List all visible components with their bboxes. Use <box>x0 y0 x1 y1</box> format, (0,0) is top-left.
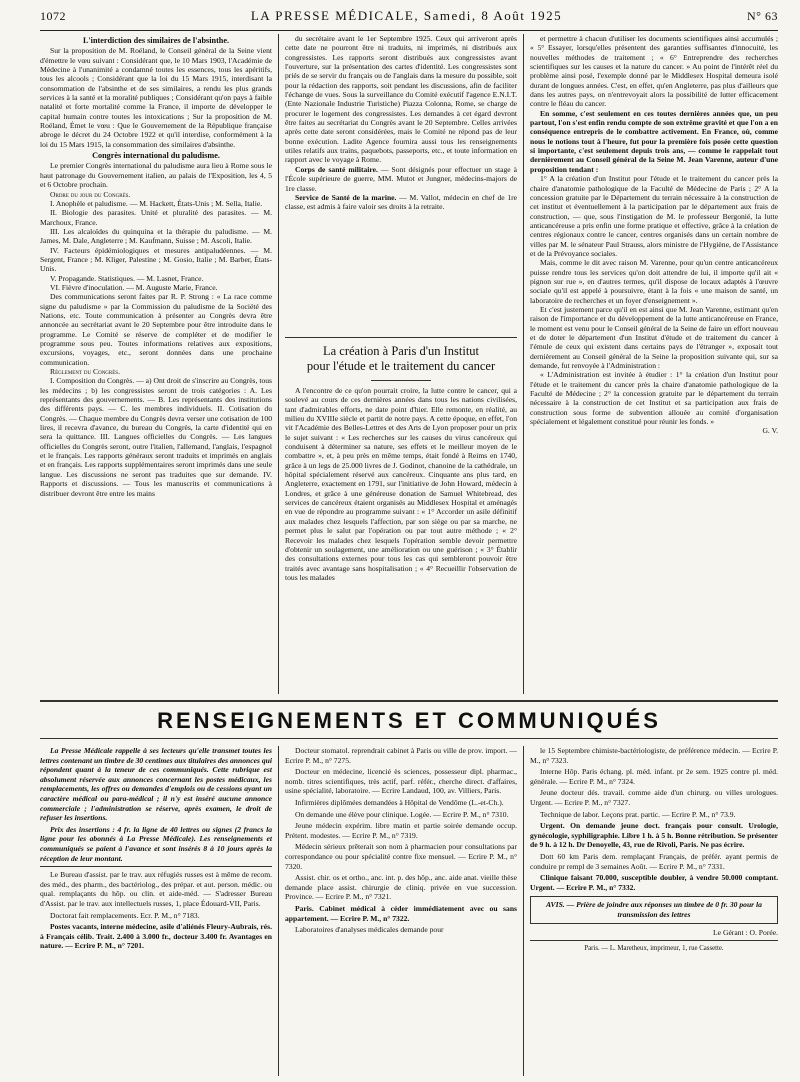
ad-item: Dott 60 km Paris dem. remplaçant Français, de préfér. ayant permis de conduire pr rempl de 3 semaines Août. — Ecrire P. M., n° 7331. <box>530 851 778 871</box>
ordre-item: III. Les alcaloïdes du quinquina et la thérapie du paludisme. — M. James, M. Dale, Angleterre ; M. Kaufmann, Suisse ; M. Ascoli, Italie. <box>40 226 272 246</box>
footer-rule <box>530 940 778 941</box>
ads-column-2 <box>285 746 517 1076</box>
ordre-item: II. Biologie des parasites. Unité et pluralité des parasites. — M. Marchoux, France. <box>40 208 272 227</box>
page-number: 1072 <box>40 9 66 23</box>
section-rule <box>40 738 778 739</box>
title-rule <box>371 380 431 381</box>
ad-bureau: Le Bureau d'assist. par le trav. aux réfugiés russes est à même de recom. des méd., des pharm., des bactériolog., des prépar. et aut. person. médic. ou qual. remplaçants du hôp. ou clin. et aide-méd. — S'adresser Bureau d'Assist. par le trav. aux intellectuels russes, 1, place Édouard-VII, Paris. <box>40 870 272 908</box>
page-header <box>40 8 778 31</box>
ad-postes: Postes vacants, interne médecine, asile d'aliénés Fleury-Aubrais, rés. à Français célib. Trait. 2.400 à 3.000 fr., docteur 3.400 fr. Avantages en nature. — Ecrire P. M., n° 7201. <box>40 922 272 951</box>
ad-item: Clinique faisant 70.000, susceptible doubler, à vendre 50.000 comptant. Urgent. — Ecrire P. M., n° 7332. <box>530 873 778 892</box>
gerant-line: Le Gérant : O. Porée. <box>713 927 778 937</box>
ad-item: Assist. chir. os et ortho., anc. int. p. des hôp., anc. aide anat. vieille thèse demande place assist. chirurgie de cliniq. privée en vue succession. Province. — Ecrire P. M., n° 7321. <box>285 873 517 902</box>
article-title <box>285 344 517 374</box>
corps-sante-heading: Corps de santé militaire. <box>295 164 378 174</box>
ad-item: Jeune médecin expérim. libre matin et partie soirée demande occup. Prétent. modestes. — Ecrire P. M., n° 7319. <box>285 821 517 840</box>
article-continued-6: « L'Administration est invitée à étudier : 1° la création d'un Institut pour l'étude et le traitement du cancer près la chaire d'anatomie pathologique de la Faculté de Médecine ; 2° la concession gratuite par le département du terrain nécessaire à la construction de cet Institut et sa participation aux frais de construction sous forme de subvention allouée au comité d'organisation spécialement et légalement constitué pour réunir les fonds. » <box>530 370 778 427</box>
ads-notice: La Presse Médicale rappelle à ses lecteurs qu'elle transmet toutes les lettres contenant un timbre de 30 centimes aux titulaires des annonces qui répondent quant à la teneur de ces communiqués. Cette rubrique est absolument réservée aux annonces concernant les postes médicaux, les remplacements, les offres ou demandes d'emplois ou de cessions ayant un caractère médical ou para-médical ; il n'y est inséré aucune annonce commerciale ; l'administration se réserve, après examen, le droit de refuser les insertions. <box>40 746 272 823</box>
ordre-item: VI. Fièvre d'inoculation. — M. Auguste Marie, France. <box>50 282 218 292</box>
issue-number: N° 63 <box>747 9 778 23</box>
ad-doctorat: Doctorat fait remplacements. Ecr. P. M., n° 7183. <box>50 910 200 920</box>
column-divider <box>278 34 279 694</box>
article-continued-1: et permettre à chacun d'utiliser les documents scientifiques ainsi accumulés ; « 5° Essayer, lorsqu'elles présentent des garanties suffisantes d'innocuité, les nouvelles méthodes de traitement ; « 6° Entreprendre des recherches scientifiques sur les causes et la nature du cancer. » Au point de l'intérêt réel du problème ainsi posé, l'exemple donné par le Middlesex Hospital demeura isolé durant de longues années. C'est, en effet, qu'en Angleterre, pas plus d'ailleurs que dans les autres pays, on n'entrevoyait alors la possibilité de lutter efficacement contre le fléau du cancer. <box>530 34 778 109</box>
column-divider <box>523 34 524 694</box>
avis-box <box>530 896 778 923</box>
article-rule <box>285 337 517 338</box>
marine-heading: Service de Santé de la marine. <box>295 192 397 202</box>
journal-title: LA PRESSE MÉDICALE, Samedi, 8 Août 1925 <box>250 8 563 23</box>
article-continued-4: Mais, comme le dit avec raison M. Varenne, pour qu'un centre anticancéreux puisse rendre tous les services qu'on doit attendre de lui, il importe qu'il ait « pignon sur rue », en d'autres termes, qu'il dispose de locaux adaptés à l'œuvre sociale qu'il est appelé à poursuivre, étant à la fois « une maison de santé, un laboratoire de recherches et un foyer d'enseignement ». <box>530 258 778 305</box>
ordre-heading: Ordre du jour du Congrès. <box>50 189 131 199</box>
ordre-item: I. Anophèle et paludisme. — M. Hackett, États-Unis ; M. Sella, Italie. <box>50 198 263 208</box>
ad-item: On demande une élève pour clinique. Logée. — Ecrire P. M., n° 7310. <box>295 809 509 819</box>
ad-item: le 15 Septembre chimiste-bactériologiste, de préférence médecin. — Ecrire P. M., n° 7323. <box>530 746 778 765</box>
article-title-line-2: pour l'étude et le traitement du cancer <box>306 359 496 373</box>
column-2 <box>285 34 517 334</box>
section-title: RENSEIGNEMENTS ET COMMUNIQUÉS <box>157 708 661 733</box>
ad-item: Paris. Cabinet médical à céder immédiatement avec ou sans appartement. — Ecrire P. M., n° 7322. <box>285 903 517 923</box>
ad-item: Docteur stomatol. reprendrait cabinet à Paris ou ville de prov. import. — Ecrire P. M., n° 7275. <box>285 746 517 765</box>
ad-item: Laboratoires d'analyses médicales demande pour <box>295 925 444 935</box>
article-continued-2: En somme, c'est seulement en ces toutes dernières années que, un peu partout, l'on s'est enfin rendu compte de son extrême gravité et que l'on a en conséquence entrepris de le combattre activement. En France, où, comme nous le notions tout à l'heure, fut pour la première fois posée cette question si importante, c'est seulement depuis trois ans, — comme le rappelait tout dernièrement au Conseil général de la Seine M. Jean Varenne, auteur d'une proposition tendant : <box>530 108 778 174</box>
section-rule <box>40 700 778 702</box>
column-1 <box>40 34 272 694</box>
reglement-text: I. Composition du Congrès. — a) Ont droit de s'inscrire au Congrès, tous les médecins ; b) les congressistes seront de trois catégories : A. Les représentants des gouvernements. — B. Les représentants des institutions des différents pays. — C. les membres individuels. II. Cotisation du Congrès. — Chaque membre du Congrès devra verser une cotisation de 100 lires, il recevra d'avance, du bureau du Congrès, la carte d'identité qui en sera la quittance. III. Langues officielles du Congrès. — Les langues officielles du Congrès seront, outre l'italien, l'allemand, l'anglais, l'espagnol et le français. Les rapports généraux seront traduits et imprimés en anglais et en français. Les rapports supplémentaires seront imprimés dans une seule langue. Les discussions ne seront pas traduites que sur demande. IV. Rapports et discussions. — Tous les manuscrits et communications à distribuer devront être entre les mains <box>40 376 272 498</box>
ads-prices: Prix des insertions : 4 fr. la ligne de 40 lettres ou signes (2 francs la ligne pour les abonnés à La Presse Médicale). Les renseignements et communiqués se paient à l'avance et sont insérés 8 à 10 jours après la réception de leur montant. <box>40 824 272 863</box>
reglement-heading: Règlement du Congrès. <box>50 367 120 377</box>
corps-sante-text: Sont désignés pour effectuer un stage à l'École supérieure de guerre, MM. Mutot et Jungner, médecins-majors de 1re classe. <box>285 164 517 193</box>
column-divider <box>278 746 279 1076</box>
communications-text: Des communications seront faites par R. P. Strong : « La race comme signe du paludisme » par la Commission du paludisme de la Société des Nations, etc. Toute communication à présenter au Congrès devra être annoncée au secrétariat avant le 20 Septembre pour être introduite dans le programme. Le Comité se réserve de compléter et de modifier le programme sous peu. Toutes informations relatives aux expositions, excursions, voyages, etc., seront données dans une prochaine communication. <box>40 292 272 367</box>
ordre-item: IV. Facteurs épidémiologiques et mesures antipaludéennes. — M. Sergent, France ; M. Kliger, Palestine ; M. Gosio, Italie ; M. Barber, États-Unis. <box>40 245 272 274</box>
congress-continued-text: du secrétaire avant le 1er Septembre 1925. Ceux qui arriveront après cette date ne pourront être ni traduits, ni imprimés, ni distribués aux congressistes. Les rapports seront distribués aux congressistes avant l'ouverture, sur la présentation des cartes d'identité. Les congressistes sont priés de se servir du français ou de l'anglais dans la mesure du possible, soit pour la rédaction des rapports, soit pendant les discussions, afin de faciliter l'échange de vues. Sous la surveillance du Comité exécutif l'agence E.N.I.T. (Ente Nazionale Industrie Turistiche) Piazza Colonna, Rome, se charge de procurer le logement des congressistes. Les demandes à cet égard devront être faites au secrétariat du Congrès avant le 20 Septembre. Celles arrivées après cette date seront considérées, mais le Comité ne répond pas de leur bonne exécution. Ladite Agence fournira aussi tous les renseignements utiles relatifs aux trains, paquebots, passeports, etc., et toute information en rapport avec le voyage à Rome. <box>285 34 517 165</box>
ad-item: Infirmières diplômées demandées à Hôpital de Vendôme (L.-et-Ch.). <box>295 797 504 807</box>
paludisme-heading: Congrès international du paludisme. <box>92 151 220 161</box>
ordre-item: V. Propagande. Statistiques. — M. Lasnet, France. <box>50 273 204 283</box>
avis-text: AVIS. — Prière de joindre aux réponses un timbre de 0 fr. 30 pour la transmission des lettres <box>546 900 762 919</box>
column-divider <box>523 746 524 1076</box>
corps-sante-notice: Corps de santé militaire. — Sont désignés pour effectuer un stage à l'École supérieure de guerre, MM. Mutot et Jungner, médecins-majors de 1re classe. <box>285 164 517 193</box>
ad-item: Technique de labor. Leçons prat. partic. — Ecrire P. M., n° 73.9. <box>540 809 736 819</box>
ad-item: Jeune docteur dés. travail. comme aide d'un chirurg. ou villes urologues. Urgent. — Ecrire P. M., n° 7327. <box>530 788 778 807</box>
absinthe-text: Sur la proposition de M. Roéland, le Conseil général de la Seine vient d'émettre le vœu suivant : Considérant que, le 10 Mars 1903, l'Académie de Médecine à l'unanimité a condamné toutes les essences, tous les apéritifs, tous les alcools ; Considérant que la loi du 15 Mars 1915, interdisant la consommation de l'absinthe et de ses similaires, a rendu les plus grands services à la santé et la moralité publiques ; Considérant qu'on pays à faible natalité et forte mortalité comme la France, il importe de développer le capital humain contre toutes les intoxications ; Sur la proposition de M. Roéland, Émet le vœu : Que le Gouvernement de la République française abroge le décret du 24 Octobre 1922 et qu'il interdise, conformément à la loi du 15 Mars 1915, la consommation des similaires d'absinthe. <box>40 46 272 149</box>
ad-item: Docteur en médecine, licencié ès sciences, possesseur dipl. pharmac., nomb. titres scientifiques, très actif, parf. référ., cherche direct. d'affaires, usine spécialité, laboratoire. — Ecrire Landaud, 100, av. Villiers, Paris. <box>285 767 517 796</box>
column-3 <box>530 34 778 694</box>
paludisme-text: Le premier Congrès international du paludisme aura lieu à Rome sous le haut patronage du Gouvernement italien, au palais de l'Exposition, les 4, 5 et 6 Octobre prochain. <box>40 161 272 190</box>
ads-column-3 <box>530 746 778 1076</box>
absinthe-heading: L'interdiction des similaires de l'absinthe. <box>82 36 230 45</box>
article-body: A l'encontre de ce qu'on pourrait croire, la lutte contre le cancer, qui a soulevé au cours de ces dernières années dans tous les nations civilisées, tant d'admirables efforts, ne date point d'hier. Elle remonte, en réalité, au milieu du XVIIIe siècle et partit de notre pays. A cette époque, en effet, l'on vit l'Académie des Belles-Lettres et des Arts de Lyon proposer pour un prix le sujet suivant : « Les recherches sur les causes du virus cancéreux qui conduisent à déterminer sa nature, ses effets et le meilleur moyen de le combattre », et, à peu près en même temps, était fondé à Reims en 1740, grâce à un legs de 25.000 livres de J. Godinot, chanoine de la cathédrale, un hôpital spécialement réservé aux cancéreux. Cinquante ans plus tard, en Angleterre, exactement en 1791, sur l'initiative de John Howard, médecin à Londres, et grâce à une généreuse donation de Samuel Whitebread, des services de cancéreux étaient organisés au Middlesex Hospital et aménagés en vue de répondre au programme suivant : « 1° Accorder un asile définitif aux malades chez lesquels l'affection, par son siège ou par sa marche, ne permet plus le salut par l'opération ou par tout autre méthode ; « 2° Recevoir les malades chez lesquels l'opération semble devoir permettre d'obtenir un soulagement, une amélioration ou une guérison ; « 3° Établir des consultations externes pour tous les cas qui sembleront pouvoir être traités avec avantage sans hospitalisation ; « 4° Recueillir l'observation de tous les malades <box>285 386 517 582</box>
article-signature: G. V. <box>762 426 778 436</box>
ads-rule <box>40 866 272 867</box>
article-title-line-1: La création à Paris d'un Institut <box>322 344 480 358</box>
marine-notice: Service de Santé de la marine. — M. Vallot, médecin en chef de 1re classe, est admis à faire valoir ses droits à la retraite. <box>285 192 517 212</box>
marine-text: M. Vallot, médecin en chef de 1re classe, est admis à faire valoir ses droits à la retraite. <box>285 192 517 212</box>
ads-column-1 <box>40 746 272 1076</box>
article-continued-5: Et c'est justement parce qu'il en est ainsi que M. Jean Varenne, estimant qu'en raison de l'importance et du développement de la lutte anticancéreuse en France, le moment est venu pour le Conseil général de la Seine de faire un effort nouveau et de doter le département d'un Institut d'étude et de traitement du cancer à l'émule de ceux qui existent dans certains pays de l'étranger », exposait tout dernièrement au Conseil général de la Seine la proposition suivante qui, sur sa demande, fut renvoyée à l'Administration : <box>530 304 778 371</box>
ad-item: Urgent. On demande jeune doct. français pour consult. Urologie, gynécologie, syphiligraphie. Libre 1 h. à 5 h. Bonne rétribution. Se présenter de 9 h. à 12 h. Dr Denoyelle, 43, rue de Rivoli, Paris. Ne pas écrire. <box>530 821 778 850</box>
article-continued-3: 1° A la création d'un Institut pour l'étude et le traitement du cancer près la chaire d'anatomie pathologique de la Faculté de Médecine de Paris ; 2° A la concession gratuite par le Département du terrain nécessaire à la construction de cet institut et éventuellement à la participation par le département aux frais de construction, — que, sous l'instigation de M. le professeur Bergonié, la lutte anticancéreuse a pris enfin une forme pratique et effective, grâce à la création de centres régionaux contre le cancer, centres organisés dans un certain nombre de villes par M. le sénateur Paul Strauss, alors ministre de l'Hygiène, de l'Assistance et de la Prévoyance sociales. <box>530 174 778 258</box>
cancer-article <box>285 342 517 694</box>
printer-line: Paris. — L. Maretheux, imprimeur, 1, rue Cassette. <box>584 945 724 953</box>
ad-item: Médecin sérieux prêterait son nom à pharmacien pour consultations par correspondance ou pour spécialité contre fixe mensuel. — Ecrire P. M., n° 7320. <box>285 842 517 871</box>
ad-item: Interne Hôp. Paris échang. pl. méd. infant. pr 2e sem. 1925 contre pl. méd. générale. — Ecrire P. M., n° 7324. <box>530 767 778 786</box>
